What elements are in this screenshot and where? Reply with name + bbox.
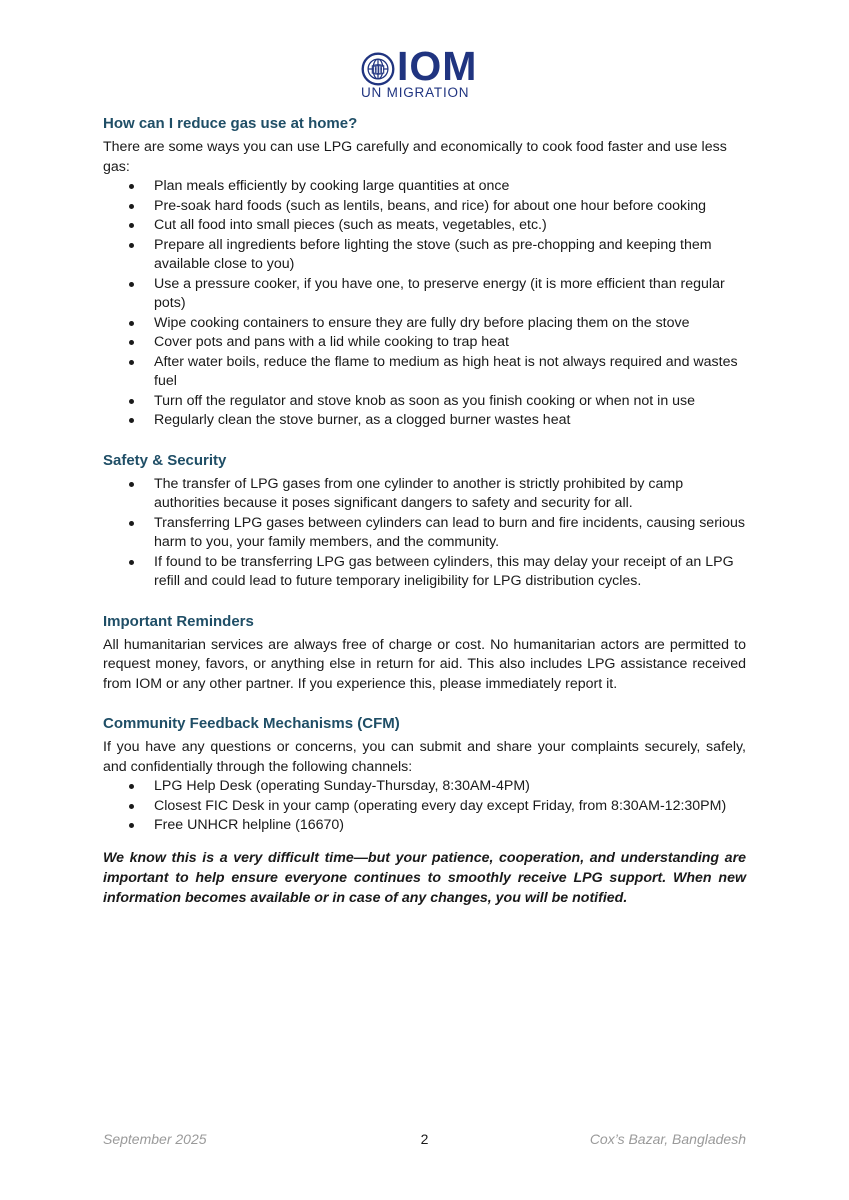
- list-item: Turn off the regulator and stove knob as soon as you finish cooking or when not in use: [103, 392, 746, 412]
- list-item: Transferring LPG gases between cylinders can lead to burn and fire incidents, causing serious harm to you, your family members, and the community.: [103, 514, 746, 553]
- document-body: [103, 114, 746, 908]
- section-heading-reduce-gas: How can I reduce gas use at home?: [103, 115, 358, 132]
- list-item: Pre-soak hard foods (such as lentils, beans, and rice) for about one hour before cooking: [103, 197, 746, 217]
- section-heading-cfm: Community Feedback Mechanisms (CFM): [103, 715, 400, 732]
- list-item: Use a pressure cooker, if you have one, to preserve energy (it is more efficient than regular pots): [103, 275, 746, 314]
- safety-list: [103, 475, 746, 592]
- page-number: 2: [420, 1131, 429, 1147]
- list-item: Free UNHCR helpline (16670): [103, 816, 746, 836]
- list-item: After water boils, reduce the flame to medium as high heat is not always required and wastes fuel: [103, 353, 746, 392]
- iom-globe-icon: [360, 51, 396, 87]
- list-item: Cut all food into small pieces (such as meats, vegetables, etc.): [103, 216, 746, 236]
- reminders-paragraph: All humanitarian services are always free of charge or cost. No humanitarian actors are permitted to request money, favors, or anything else in return for aid. This also includes LPG assistance received from IOM or any other partner. If you experience this, please immediately report it.: [103, 636, 746, 692]
- footer-date: September 2025: [103, 1131, 207, 1147]
- iom-logo: [358, 43, 490, 102]
- logo-subtitle: UN MIGRATION: [361, 85, 470, 100]
- list-item: Closest FIC Desk in your camp (operating every day except Friday, from 8:30AM-12:30PM): [103, 797, 746, 817]
- section-intro-reduce-gas: There are some ways you can use LPG carefully and economically to cook food faster and use less gas:: [103, 139, 727, 175]
- cfm-channels-list: [103, 777, 746, 836]
- list-item: If found to be transferring LPG gas between cylinders, this may delay your receipt of an LPG refill and could lead to future temporary ineligibility for LPG distribution cycles.: [103, 553, 746, 592]
- list-item: LPG Help Desk (operating Sunday-Thursday, 8:30AM-4PM): [103, 777, 746, 797]
- list-item: Prepare all ingredients before lighting the stove (such as pre-chopping and keeping them available close to you): [103, 236, 746, 275]
- page-footer: [103, 1131, 746, 1151]
- section-heading-safety: Safety & Security: [103, 451, 227, 469]
- list-item: Wipe cooking containers to ensure they are fully dry before placing them on the stove: [103, 314, 746, 334]
- logo-wordmark: IOM: [397, 43, 478, 89]
- list-item: The transfer of LPG gases from one cylinder to another is strictly prohibited by camp authorities because it poses significant dangers to safety and security for all.: [103, 475, 746, 514]
- section-heading-reminders: Important Reminders: [103, 612, 254, 630]
- footer-location: Cox’s Bazar, Bangladesh: [589, 1131, 746, 1147]
- list-item: Regularly clean the stove burner, as a clogged burner wastes heat: [103, 411, 746, 431]
- list-item: Plan meals efficiently by cooking large quantities at once: [103, 177, 746, 197]
- list-item: Cover pots and pans with a lid while cooking to trap heat: [103, 333, 746, 353]
- cfm-intro: If you have any questions or concerns, you can submit and share your complaints securely, safely, and confidentially through the following channels:: [103, 739, 746, 775]
- closing-statement: We know this is a very difficult time—but your patience, cooperation, and understanding are important to help ensure everyone continues to smoothly receive LPG support. When new information becomes available or in case of any changes, you will be notified.: [103, 849, 746, 906]
- tips-list: [103, 177, 746, 431]
